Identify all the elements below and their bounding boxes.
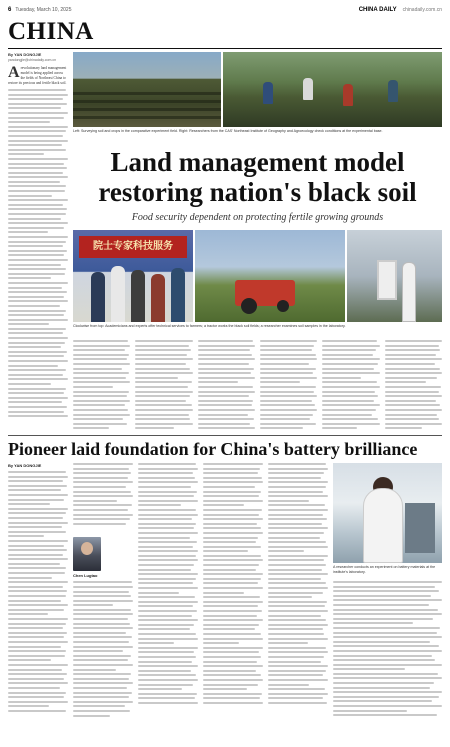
site-url[interactable]: chinadaily.com.cn	[402, 7, 442, 13]
main-headline: Land management model restoring nation's black soil	[98, 147, 417, 207]
headshot-photo	[73, 537, 101, 571]
top-photo-caption: Left: Surveying soil and crops in the comparative experiment field. Right: Researchers from the CAS' Northeast Institute of Geography and Agroecology check conditions at the experimental base.	[73, 129, 383, 133]
lead-article-column	[8, 52, 68, 432]
photo-researchers-field	[223, 52, 442, 127]
second-byline: By YAN DONGJIE	[8, 463, 42, 468]
mid-photo-caption: Clockwise from top: Academicians and experts offer technical services to farmers; a tractor works the black soil fields; a researcher examines soil samples in the laboratory.	[73, 324, 346, 328]
bottom-photo-caption: A researcher conducts an experiment on battery materials at the institute's laboratory.	[333, 565, 436, 574]
issue-date: Tuesday, March 10, 2025	[15, 7, 72, 13]
photo-soil-experiment	[73, 52, 221, 127]
chinese-banner: 院士专家科技服务	[79, 236, 187, 258]
photo-laboratory	[347, 230, 442, 322]
photo-tractor-field	[195, 230, 345, 322]
author-email[interactable]: yandongjie@chinadaily.com.cn	[8, 58, 57, 62]
photo-expert-service	[73, 230, 193, 322]
lead-intro: revolutionary land management model is being applied across the fields of Northeast China to restore its precious and fertile black soil.	[8, 66, 67, 85]
section-title: CHINA	[8, 18, 94, 45]
page-number: 6	[8, 7, 12, 13]
masthead: CHINA DAILY	[358, 7, 397, 13]
headshot-name: Chen Lugtao	[73, 573, 98, 579]
story-divider	[8, 435, 442, 436]
page-header	[8, 4, 442, 16]
drop-cap: A	[8, 64, 20, 81]
lead-paragraph	[8, 66, 68, 86]
main-subhead: Food security dependent on protecting fertile growing grounds	[131, 212, 384, 223]
lead-article-continued	[73, 340, 442, 432]
photo-battery-lab	[333, 463, 442, 563]
second-headline: Pioneer laid foundation for China's battery brilliance	[8, 439, 418, 459]
byline: By YAN DONGJIE	[8, 52, 42, 57]
body-text-lines	[8, 89, 68, 417]
section-divider	[8, 48, 442, 49]
